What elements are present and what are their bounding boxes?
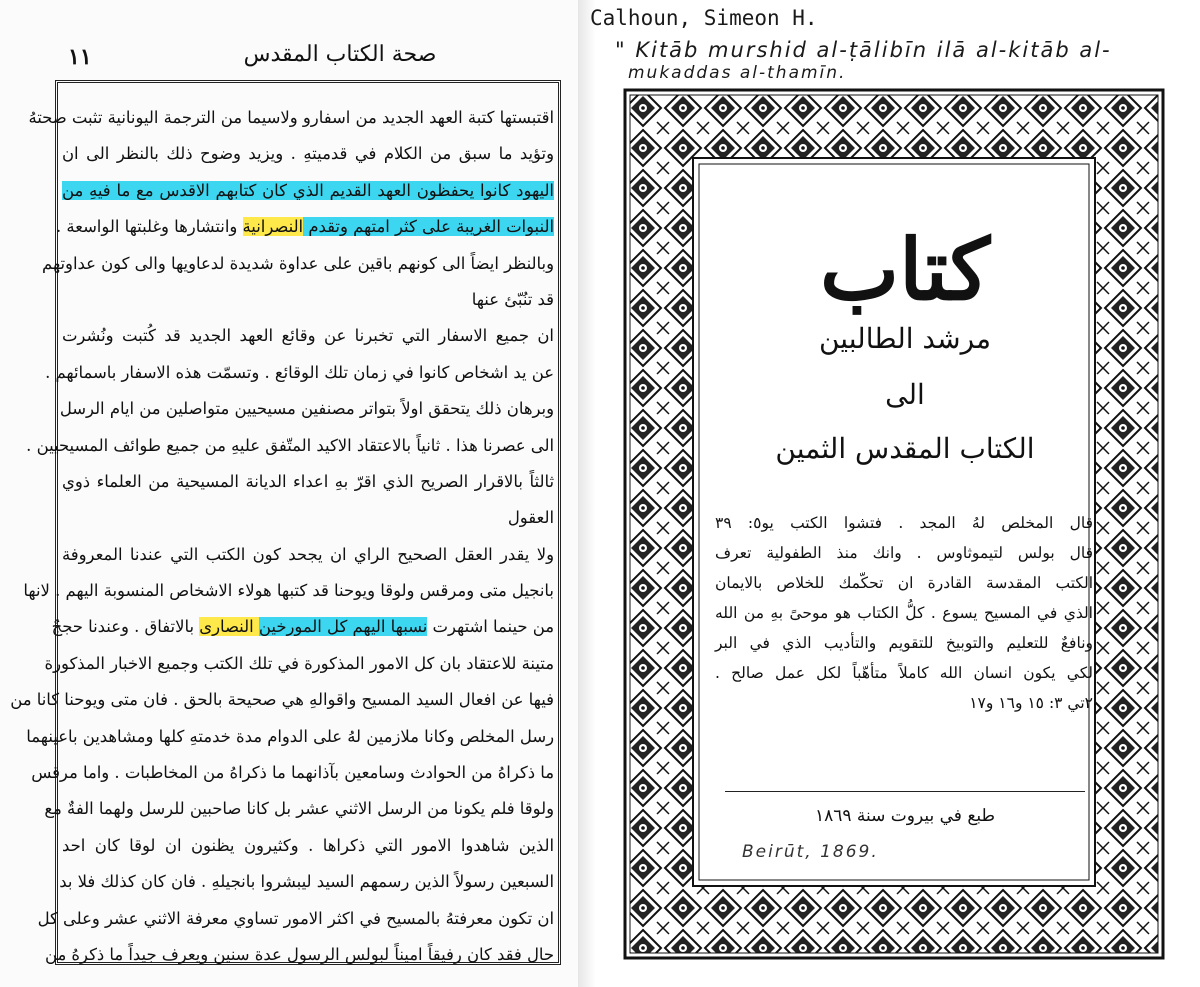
imprint-line: طبع في بيروت سنة ١٨٦٩ xyxy=(814,806,996,826)
catalog-title-line-2: mukaddas al-thamīn. xyxy=(628,63,847,83)
text-segment: بالاتفاق . وعندنا حججٌ xyxy=(51,617,200,637)
subtitle-line-1: مرشد الطالبين xyxy=(818,322,992,355)
highlighted-phrase: النبوات الغريبة على كثر امتهم وتقدم xyxy=(303,217,554,237)
text-segment: ان جميع الاسفار التي تخبرنا عن وقائع العهد الجديد قد كُتبت ونُشرت xyxy=(62,326,554,346)
subtitle-line-2: الى xyxy=(885,378,925,411)
catalog-title-line-1: " Kitāb murshid al-ṭālibīn ilā al-kitāb al- xyxy=(615,38,1112,62)
text-line xyxy=(26,428,554,464)
text-line xyxy=(44,646,554,682)
text-segment: قد تنُبّئ عنها xyxy=(471,289,554,309)
text-segment: ولا يقدر العقل الصحيح الراي ان يجحد كون الكتب التي عندنا المعروفة xyxy=(62,544,554,564)
text-line xyxy=(26,719,554,755)
text-line xyxy=(42,246,554,282)
highlighted-phrase: النصرانية xyxy=(242,217,304,237)
text-line xyxy=(45,355,554,391)
text-line xyxy=(62,500,554,536)
text-line xyxy=(59,391,554,427)
catalog-author: Calhoun, Simeon H. xyxy=(590,6,818,30)
quote-line: قال بولس لتيموثاوس . وانك منذ الطفولية تعرف xyxy=(715,544,1093,562)
running-title: صحة الكتاب المقدس xyxy=(243,42,437,67)
text-line xyxy=(51,609,554,645)
text-segment: وتؤيد ما سبق من الكلام في قدميتهِ . ويزيد وضوح ذلك بالنظر الى ان xyxy=(62,144,554,164)
quote-line: قال المخلص لهُ المجد . فتشوا الكتب يو٥: ٣٩ xyxy=(715,514,1094,532)
text-segment: وبالنظر ايضاً الى كونهم باقين على عداوة شديدة لدعاويها والى كون عداوتهم xyxy=(42,253,554,273)
handwritten-place-date: Beirūt, 1869. xyxy=(742,842,879,862)
text-line xyxy=(37,901,554,937)
epigraph-quote xyxy=(715,508,1093,718)
text-line xyxy=(44,937,554,973)
text-line xyxy=(62,828,554,864)
text-line xyxy=(62,173,554,209)
left-book-page xyxy=(0,0,578,987)
quote-line: ٢تي ٣: ١٥ و١٦ و١٧ xyxy=(969,694,1093,712)
text-segment: الى عصرنا هذا . ثانياً بالاعتقاد الاكيد المتّفق عليهِ من جميع طوائف المسيحيين . xyxy=(26,435,554,455)
text-segment: فيها عن افعال السيد المسيح واقوالهِ هي صحيحة بالحق . فان متى ويوحنا كانا من xyxy=(10,690,554,710)
text-segment: ما ذكراهُ من الحوادث وسامعين بآذانهما ما ذكراهُ من المخاطبات . واما مرقس xyxy=(31,763,554,783)
text-segment: ثالثاً بالاقرار الصريح الذي اقرّ بهِ اعداء الديانة المسيحية من العلماء ذوي xyxy=(62,471,554,491)
text-line xyxy=(10,682,554,718)
highlighted-phrase: النصارى xyxy=(199,617,259,637)
text-segment: عن يد اشخاص كانوا في زمان تلك الوقائع . وتسمّت هذه الاسفار باسمائهم . xyxy=(45,362,554,382)
text-line xyxy=(62,537,554,573)
text-line xyxy=(62,318,554,354)
text-segment: وبرهان ذلك يتحقق اولاً بتواتر مصنفين مسيحيين متواصلين من ايام الرسل xyxy=(59,399,554,419)
title-panel xyxy=(705,180,1105,880)
highlighted-phrase: اليهود كانوا يحفظون العهد القديم الذي كان كتابهم الاقدس مع ما فيهِ من xyxy=(62,180,554,200)
page-header xyxy=(60,40,550,80)
text-segment: اقتبستها كتبة العهد الجديد من اسفارو ولاسيما من الترجمة اليونانية تثبت صحتهُ xyxy=(28,108,554,127)
text-segment: العقول xyxy=(507,508,554,528)
body-text xyxy=(10,100,554,973)
text-line xyxy=(55,209,554,245)
text-line xyxy=(62,282,554,318)
divider-rule xyxy=(725,791,1085,792)
text-segment: بانجيل متى ومرقس ولوقا ويوحنا قد كتبها هولاء الاشخاص المنسوبة اليهم . لانها xyxy=(23,581,554,601)
text-segment: متينة للاعتقاد بان كل الامور المذكورة في تلك الكتب وجميع الاخبار المذكورة xyxy=(44,653,554,673)
text-segment: السبعين رسولاً الذين رسمهم السيد ليبشروا بانجيلهِ . فان كان كذلك فلا بد xyxy=(59,872,554,892)
text-line xyxy=(59,864,554,900)
subtitle-line-3: الكتاب المقدس الثمين xyxy=(775,432,1035,465)
highlighted-phrase: نسبها اليهم كل المورخين xyxy=(258,617,428,637)
text-segment: ان تكون معرفتهُ بالمسيح في اكثر الامور تساوي معرفة الاثني عشر وعلى كل xyxy=(37,908,554,928)
text-line xyxy=(31,755,554,791)
text-segment: من حينما اشتهرت xyxy=(427,617,554,637)
quote-line: الكتب المقدسة القادرة ان تحكّمك للخلاص بالايمان xyxy=(715,574,1093,592)
main-title: كتاب xyxy=(819,220,990,319)
text-segment: الذين شاهدوا الامور التي ذكراها . وكثيرون يظنون ان لوقا كان احد xyxy=(62,835,554,855)
text-line xyxy=(28,100,554,136)
text-segment: رسل المخلص وكانا ملازمين لهُ على الدوام مدة خدمتهِ كلها ومشاهدين باعينهما xyxy=(26,726,554,746)
page-number: ١١ xyxy=(68,44,92,70)
text-segment: حال فقد كان رفيقاً اميناً لبولس الرسول عدة سنين ويعرف جيداً ما ذكرهُ من xyxy=(44,944,554,964)
text-line xyxy=(62,136,554,172)
quote-line: لكي يكون انسان الله كاملاً متأهّباً لكل عمل صالح . xyxy=(715,664,1093,682)
text-segment: وانتشارها وغلبتها الواسعة . xyxy=(55,217,243,237)
text-line xyxy=(62,464,554,500)
quote-line: الذي في المسيح يسوع . كلُّ الكتاب هو موحىً بهِ من الله xyxy=(715,604,1093,622)
text-segment: ولوقا فلم يكونا من الرسل الاثني عشر بل كانا صاحبين للرسل ولهما الفةٌ مع xyxy=(44,799,554,819)
text-line xyxy=(44,791,554,827)
text-line xyxy=(23,573,554,609)
quote-line: ونافعٌ للتعليم والتوبيخ للتقويم والتأديب الذي في البر xyxy=(715,634,1093,652)
